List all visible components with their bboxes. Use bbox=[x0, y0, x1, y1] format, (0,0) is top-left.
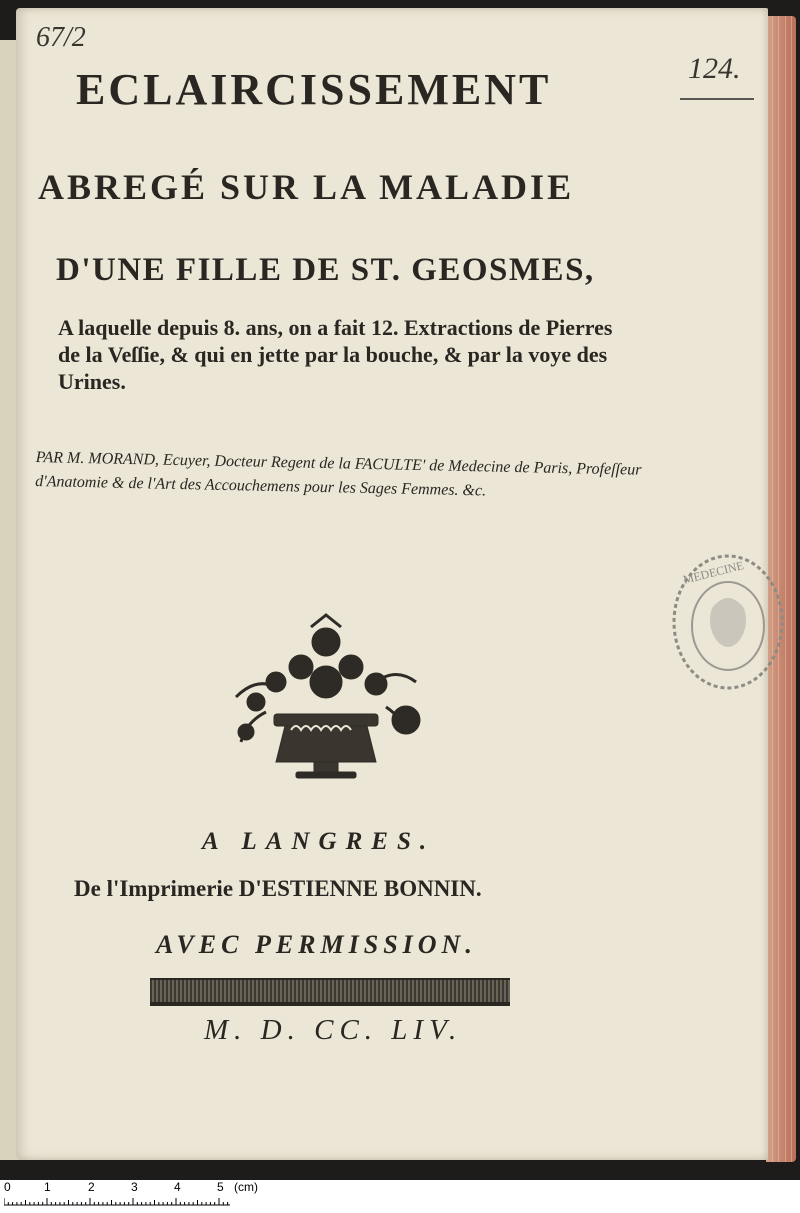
subtitle-paragraph: A laquelle depuis 8. ans, on a fait 12. Extractions de Pierres de la Veſſie, & qui en jette par la bouche, & par la voye des Urines. bbox=[58, 315, 613, 394]
title-line-1: ECLAIRCISSEMENT bbox=[76, 65, 552, 114]
ruler-label-2: 2 bbox=[88, 1180, 95, 1194]
ruler-label-1: 1 bbox=[44, 1180, 51, 1194]
ruler-unit-label: (cm) bbox=[234, 1180, 258, 1194]
imprint-printer: De l'Imprimerie D'ESTIENNE BONNIN. bbox=[74, 876, 482, 901]
ruler-label-5: 5 bbox=[217, 1180, 224, 1194]
flower-basket-ornament-icon bbox=[216, 612, 436, 792]
scale-ruler bbox=[0, 1180, 800, 1213]
ruler-label-4: 4 bbox=[174, 1180, 181, 1194]
author-statement: PAR M. MORAND, Ecuyer, Docteur Regent de la FACULTE' de Medecine de Paris, Profeſſeur d'Anatomie & de l'Art des Accouchemens pour les Sages Femmes. &c. bbox=[35, 448, 642, 500]
ruler-ticks bbox=[4, 1198, 230, 1206]
ruler-label-3: 3 bbox=[131, 1180, 138, 1194]
ruler-label-0: 0 bbox=[4, 1180, 11, 1194]
imprint-place: A LANGRES. bbox=[202, 828, 436, 855]
stamp-text: MEDECINE bbox=[681, 558, 746, 587]
decorative-rule-thin bbox=[150, 1004, 510, 1006]
handwritten-underline bbox=[680, 98, 754, 100]
handwritten-shelfmark: 67/2 bbox=[36, 22, 86, 53]
imprint-permission: AVEC PERMISSION. bbox=[156, 930, 477, 959]
imprint-year: M. D. CC. LIV. bbox=[204, 1014, 463, 1046]
decorative-rule bbox=[150, 978, 510, 1004]
title-page bbox=[16, 8, 768, 1160]
title-line-2: ABREGÉ SUR LA MALADIE bbox=[38, 167, 575, 207]
handwritten-page-number: 124. bbox=[688, 52, 741, 85]
title-line-3: D'UNE FILLE DE ST. GEOSMES, bbox=[56, 252, 595, 288]
library-stamp-icon bbox=[664, 538, 788, 698]
